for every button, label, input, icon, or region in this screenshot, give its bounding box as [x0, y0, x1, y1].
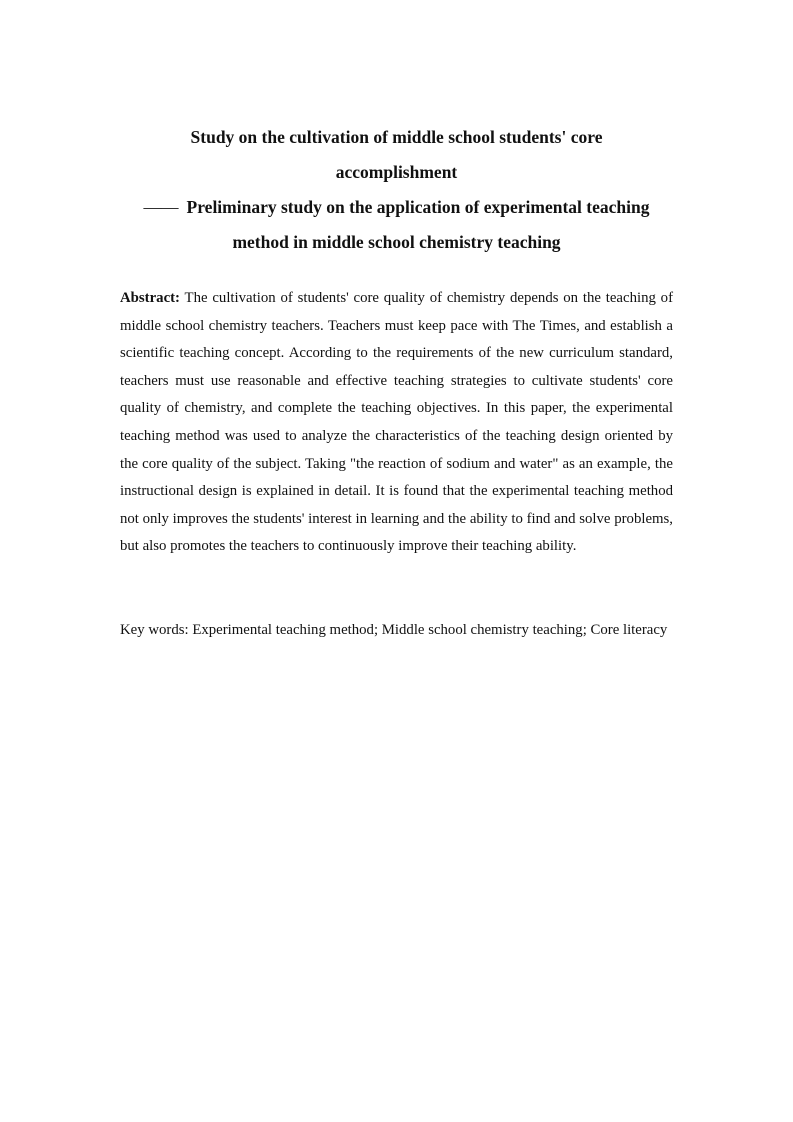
subtitle-line-1 [120, 190, 673, 225]
title-line-2: accomplishment [335, 162, 458, 182]
subtitle-line-1-text: Preliminary study on the application of experimental teaching [186, 197, 650, 217]
abstract-paragraph [120, 285, 673, 561]
abstract-text: The cultivation of students' core quality of chemistry depends on the teaching of middle school chemistry teachers. Teachers must keep pace with The Times, and establish a scientific teaching concept. According to the requirements of the new curriculum standard, teachers must use reasonable and effective teaching strategies to cultivate students' core quality of chemistry, and complete the teaching objectives. In this paper, the experimental teaching method was used to analyze the characteristics of the teaching design oriented by the core quality of the subject. Taking "the reaction of sodium and water" as an example, the instructional design is explained in detail. It is found that the experimental teaching method not only improves the students' interest in learning and the ability to find and solve problems, but also promotes the teachers to continuously improve their teaching ability. [120, 290, 673, 555]
keywords-paragraph [120, 617, 673, 645]
paper-title [120, 120, 673, 260]
abstract-label: Abstract: [120, 290, 180, 306]
title-line-1: Study on the cultivation of middle school students' core [190, 127, 603, 147]
subtitle-line-2: method in middle school chemistry teaching [232, 232, 561, 252]
keywords-text: Key words: Experimental teaching method; Middle school chemistry teaching; Core literacy [120, 622, 668, 638]
subtitle-dash: —— [143, 197, 179, 217]
